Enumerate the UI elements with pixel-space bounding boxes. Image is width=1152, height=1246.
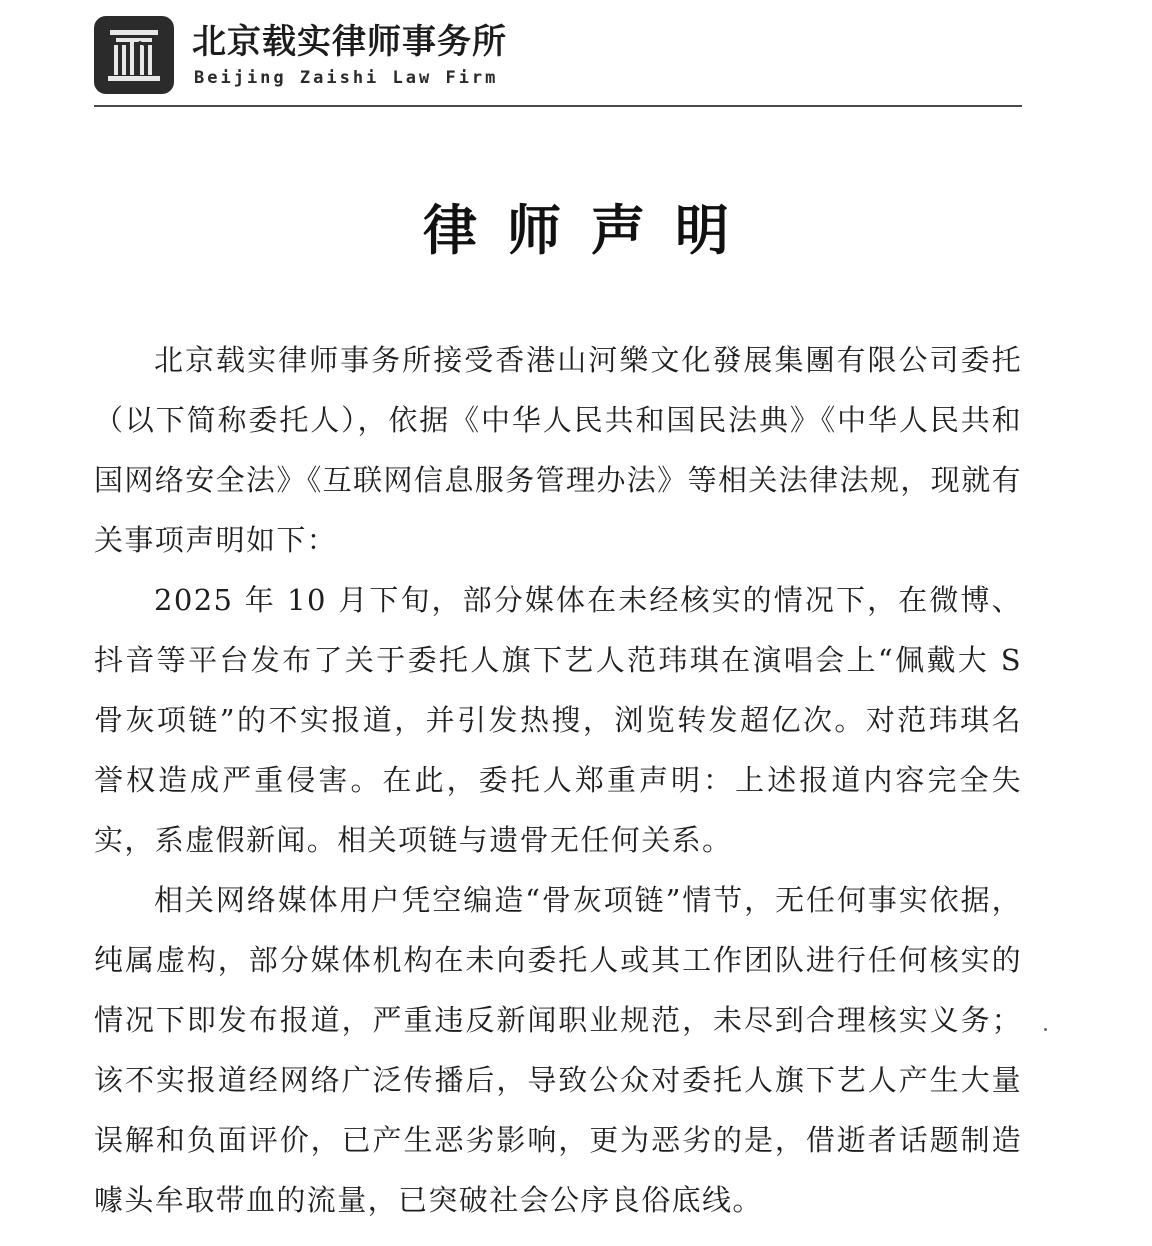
law-firm-logo-icon: [94, 16, 174, 94]
firm-name-chinese: 北京载实律师事务所: [192, 22, 507, 62]
paragraph-intro: 北京载实律师事务所接受香港山河樂文化發展集團有限公司委托（以下简称委托人），依据《中华人民共和国民法典》《中华人民共和国网络安全法》《互联网信息服务管理办法》等相关法律法规，现就有关事项声明如下：: [94, 343, 1022, 557]
paragraph-facts: 2025 年 10 月下旬，部分媒体在未经核实的情况下，在微博、抖音等平台发布了关于委托人旗下艺人范玮琪在演唱会上“佩戴大 S 骨灰项链”的不实报道，并引发热搜，浏览转发超亿次。对范玮琪名誉权造成严重侵害。在此，委托人郑重声明：上述报道内容完全失实，系虚假新闻。相关项链与遗骨无任何关系。: [94, 583, 1022, 857]
scan-speck: [1044, 1028, 1047, 1031]
document-title: 律师声明: [423, 199, 759, 262]
header-divider: [94, 105, 1022, 107]
paragraph-analysis: 相关网络媒体用户凭空编造“骨灰项链”情节，无任何事实依据，纯属虚构，部分媒体机构在未向委托人或其工作团队进行任何核实的情况下即发布报道，严重违反新闻职业规范，未尽到合理核实义务；该不实报道经网络广泛传播后，导致公众对委托人旗下艺人产生大量误解和负面评价，已产生恶劣影响，更为恶劣的是，借逝者话题制造噱头牟取带血的流量，已突破社会公序良俗底线。: [94, 883, 1022, 1217]
statement-body: [94, 330, 1022, 1230]
letterhead: [94, 16, 1022, 108]
firm-name-english: Beijing Zaishi Law Firm: [194, 68, 499, 88]
